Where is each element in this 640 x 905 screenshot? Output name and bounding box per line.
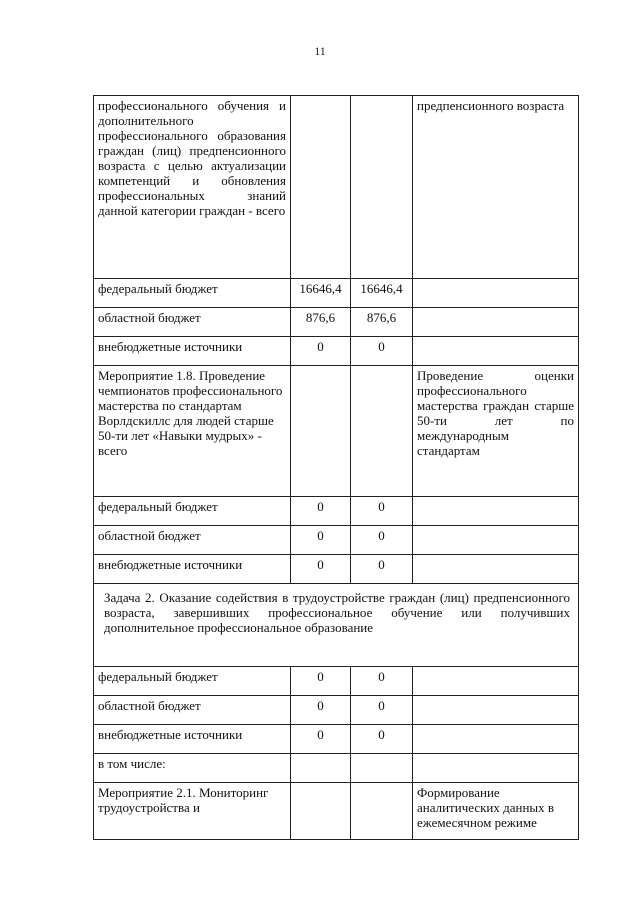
result-cell [413,555,579,584]
source-cell: областной бюджет [94,308,291,337]
table-row [94,696,579,725]
source-cell: областной бюджет [94,526,291,555]
amount-cell: 876,6 [291,308,351,337]
result-cell: Проведение оценки профессионального мастерства граждан старше 50-ти лет по международным стандартам [413,366,579,497]
amount-cell [351,96,413,279]
table-row [94,337,579,366]
result-cell [413,497,579,526]
table-row [94,667,579,696]
amount-cell: 0 [291,667,351,696]
amount-cell [291,783,351,840]
amount-cell: 0 [291,526,351,555]
table-row [94,783,579,840]
table-row [94,96,579,279]
result-cell [413,696,579,725]
measure-name-cell: Мероприятие 2.1. Мониторинг трудоустройства и [94,783,291,840]
amount-cell [291,366,351,497]
page-number: 11 [314,44,326,58]
source-cell: федеральный бюджет [94,279,291,308]
amount-cell [351,783,413,840]
amount-cell: 0 [351,725,413,754]
amount-cell: 0 [351,337,413,366]
amount-cell: 876,6 [351,308,413,337]
source-cell: внебюджетные источники [94,555,291,584]
amount-cell: 0 [351,555,413,584]
source-cell: в том числе: [94,754,291,783]
task-heading: Задача 2. Оказание содействия в трудоустройстве граждан (лиц) предпенсионного возраста, завершивших профессиональное обучение или получивших дополнительное профессиональное образование [94,584,579,667]
result-cell [413,725,579,754]
source-cell: внебюджетные источники [94,725,291,754]
measure-name-cell: профессионального обучения и дополнительного профессионального образования граждан (лиц) предпенсионного возраста с целью актуализации компетенций и обновления профессиональных знаний данной категории граждан - всего [94,96,291,279]
budget-table [93,95,579,840]
amount-cell: 16646,4 [351,279,413,308]
result-cell [413,337,579,366]
table-row [94,366,579,497]
result-cell [413,279,579,308]
table-row [94,497,579,526]
source-cell: федеральный бюджет [94,667,291,696]
amount-cell: 0 [291,725,351,754]
table-row [94,725,579,754]
amount-cell: 0 [351,667,413,696]
result-cell [413,526,579,555]
table-row [94,584,579,667]
table-row [94,555,579,584]
table-row [94,308,579,337]
amount-cell: 16646,4 [291,279,351,308]
amount-cell: 0 [351,526,413,555]
amount-cell: 0 [291,337,351,366]
amount-cell: 0 [291,555,351,584]
result-cell [413,667,579,696]
source-cell: федеральный бюджет [94,497,291,526]
amount-cell: 0 [351,497,413,526]
source-cell: областной бюджет [94,696,291,725]
amount-cell: 0 [291,497,351,526]
amount-cell [291,96,351,279]
table-row [94,526,579,555]
source-cell: внебюджетные источники [94,337,291,366]
table-row [94,754,579,783]
amount-cell [351,754,413,783]
result-cell [413,308,579,337]
amount-cell: 0 [351,696,413,725]
amount-cell [351,366,413,497]
table-row [94,279,579,308]
amount-cell [291,754,351,783]
measure-name-cell: Мероприятие 1.8. Проведение чемпионатов профессионального мастерства по стандартам Ворлдскиллс для людей старше 50-ти лет «Навыки мудрых» - всего [94,366,291,497]
result-cell: предпенсионного возраста [413,96,579,279]
amount-cell: 0 [291,696,351,725]
result-cell: Формирование аналитических данных в ежемесячном режиме [413,783,579,840]
result-cell [413,754,579,783]
